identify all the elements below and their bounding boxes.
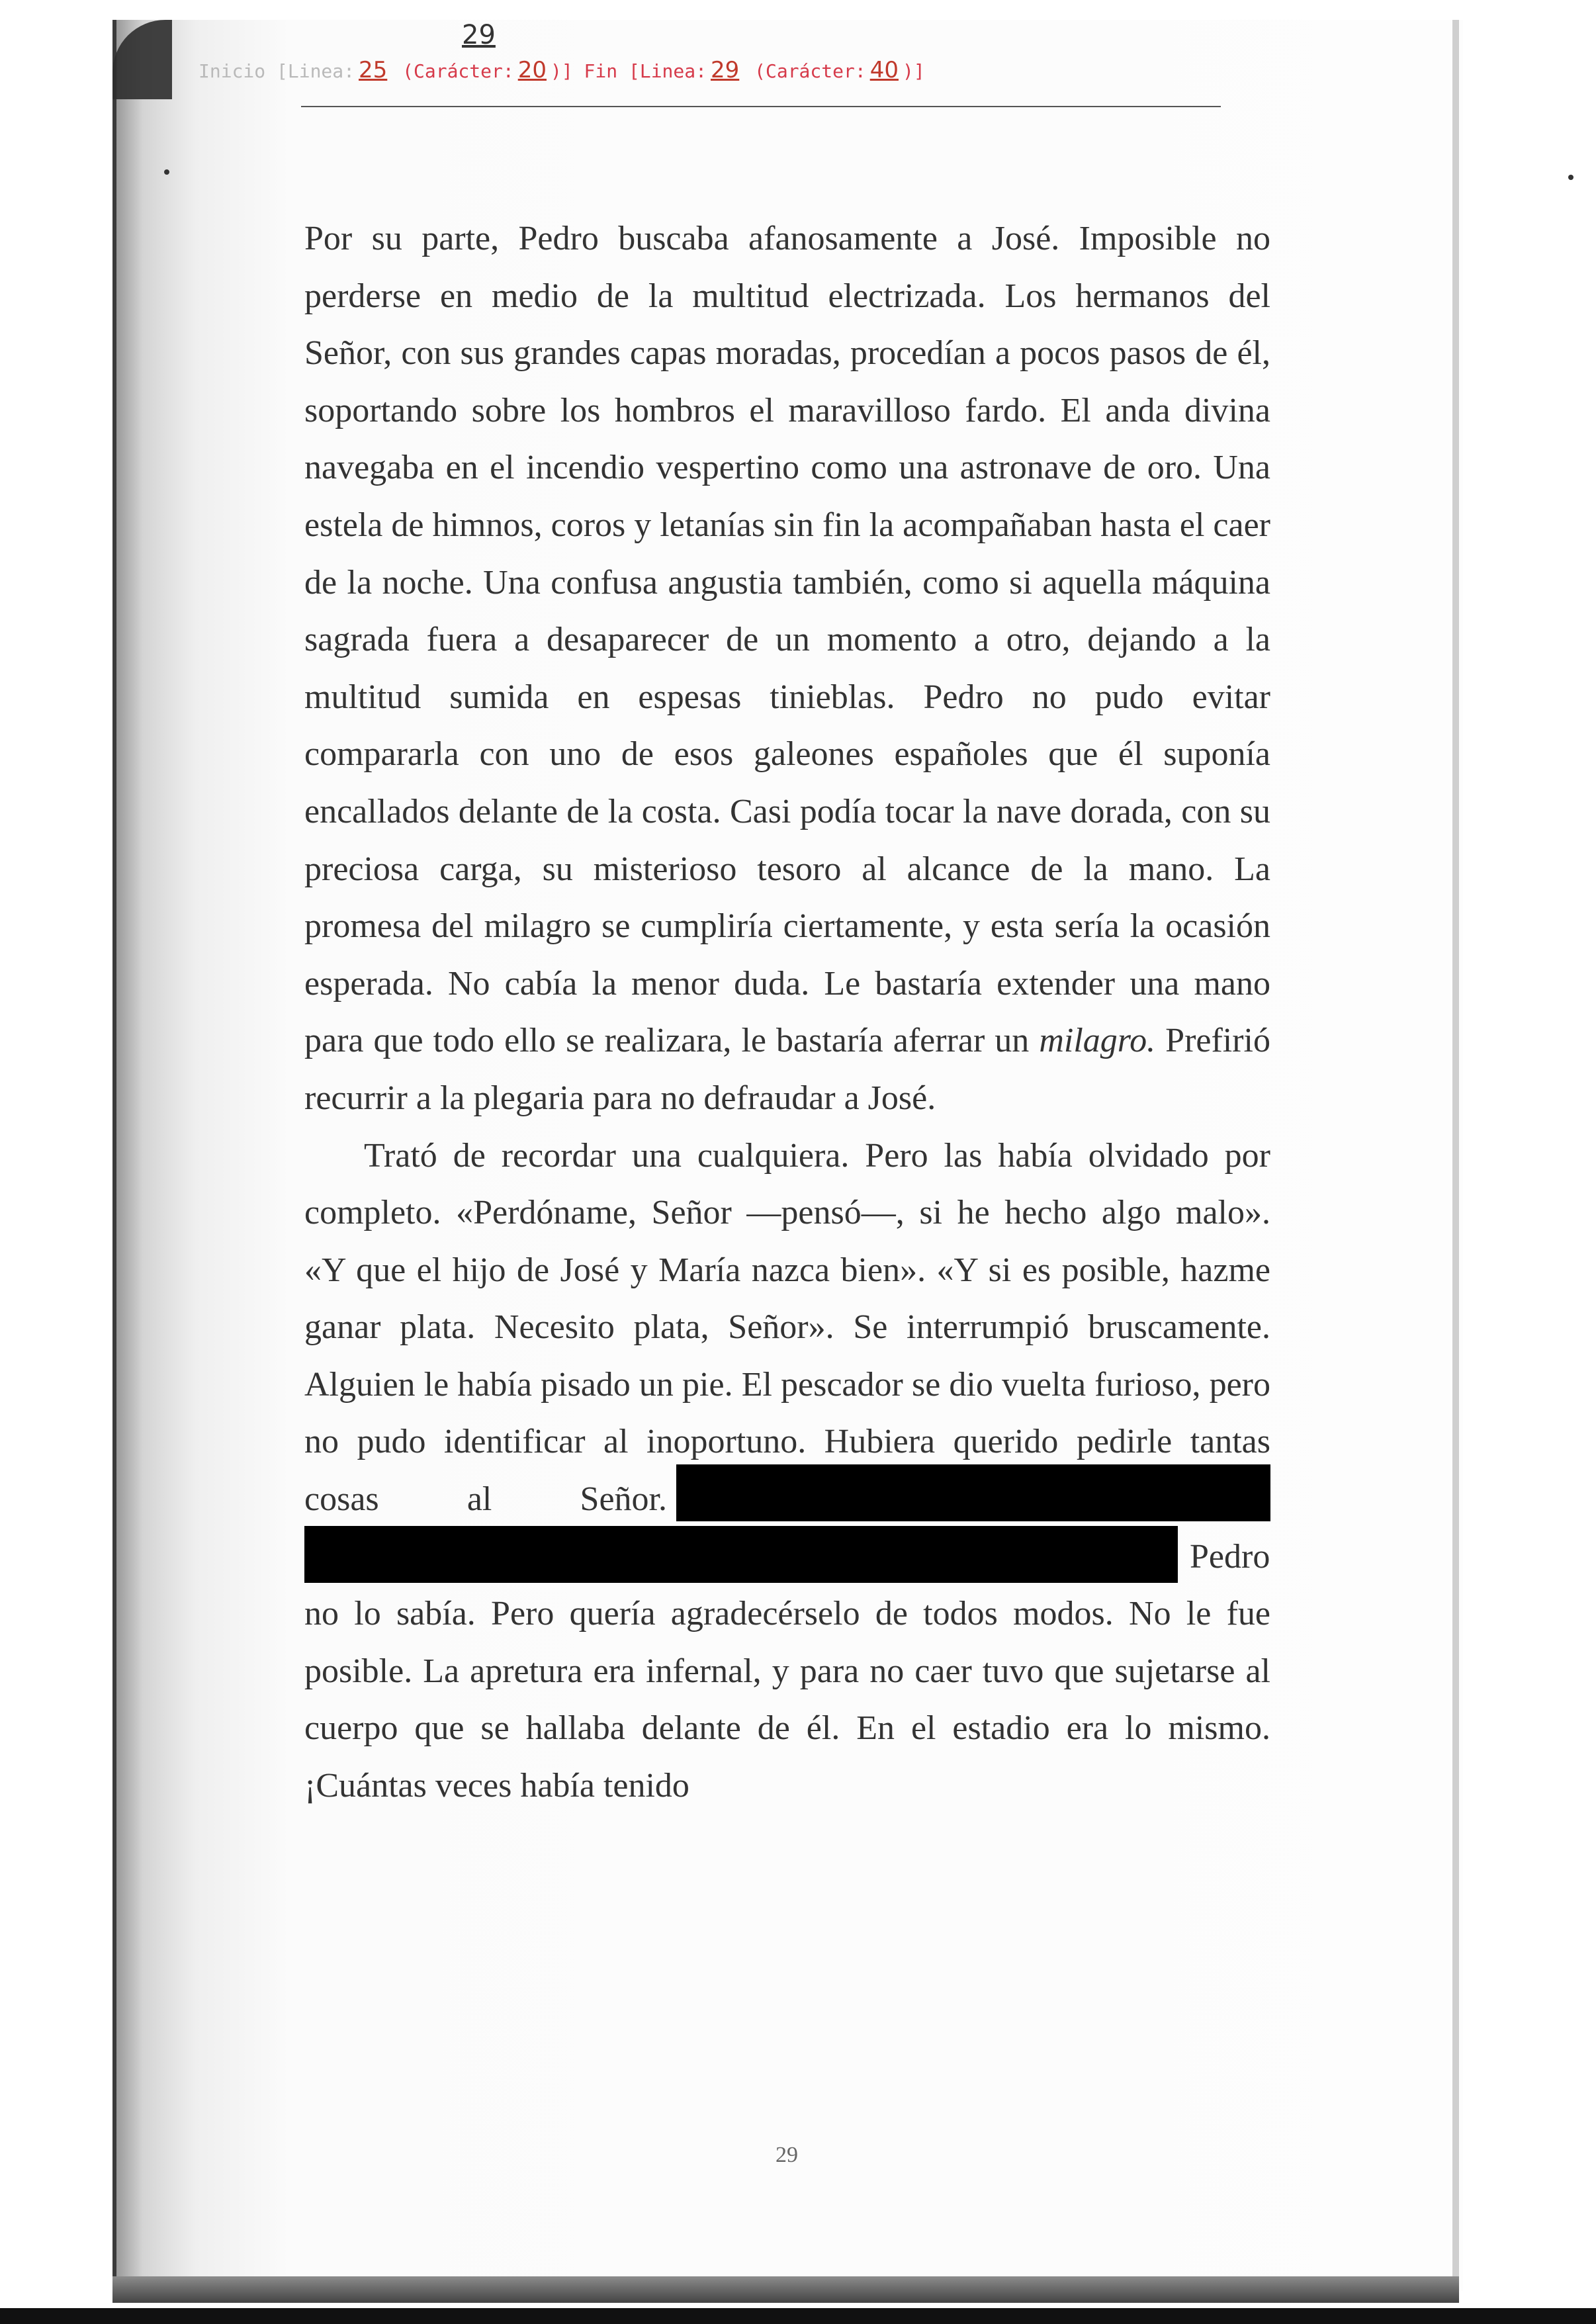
header-label-close: )] xyxy=(902,60,925,82)
start-line-value: 25 xyxy=(359,57,388,83)
paragraph-2-end: Pedro no lo sabía. Pero quería agradecérselo de todos modos. No le fue posible. La apretura era infernal, y para no caer tuvo que sujetarse al cuerpo que se hallaba delante de él. En el estadio era lo mismo. ¡Cuántas veces había tenido xyxy=(304,1537,1270,1805)
scan-speck xyxy=(1568,175,1574,180)
header-label-start: Inicio [Linea: xyxy=(199,60,355,82)
paragraph-2-text: Trató de recordar una cualquiera. Pero las había olvidado por completo. «Perdóname, Señor —pensó—, si he hecho algo malo». «Y que el hijo de José y María nazca bien». «Y si es posible, hazme ganar plata. Necesito plata, Señor». Se interrumpió bruscamente. Alguien le había pisado un pie. El pescador se dio vuelta furioso, pero no pudo identificar al inoportuno. Hubiera querido pedirle tantas cosas al Señor. xyxy=(304,1136,1270,1519)
italic-word: milagro. xyxy=(1039,1022,1156,1060)
header-annotation xyxy=(199,50,1218,90)
end-line-value: 29 xyxy=(711,57,740,83)
scan-speck xyxy=(164,169,169,175)
header-label-char-2: (Carácter: xyxy=(754,60,866,82)
paragraph-1-text: Por su parte, Pedro buscaba afanosamente a José. Imposible no perderse en medio de la multitud electrizada. Los hermanos del Señor, con sus grandes capas moradas, procedían a pocos pasos de él, soportando sobre los hombros el maravilloso fardo. El anda divina navegaba en el incendio vespertino como una astronave de oro. Una estela de himnos, coros y letanías sin fin la acompañaban hasta el caer de la noche. Una confusa angustia también, como si aquella máquina sagrada fuera a desaparecer de un momento a otro, dejando a la multitud sumida en espesas tinieblas. Pedro no pudo evitar compararla con uno de esos galeones españoles que él suponía encallados delante de la costa. Casi podía tocar la nave dorada, con su preciosa carga, su misterioso tesoro al alcance de la mano. La promesa del milagro se cumpliría ciertamente, y esta sería la ocasión esperada. No cabía la menor duda. Le bastaría extender una mano para que todo ello se realizara, le bastaría aferrar un xyxy=(304,220,1270,1060)
redaction-bar xyxy=(304,1526,1178,1583)
end-char-value: 40 xyxy=(869,57,899,83)
header-label-end: )] Fin [Linea: xyxy=(550,60,707,82)
page-folio: 29 xyxy=(776,2143,798,2167)
header-rule xyxy=(301,106,1221,107)
scan-bottom-border xyxy=(0,2308,1596,2324)
page-bottom-shadow xyxy=(112,2276,1459,2303)
paragraph-1 xyxy=(304,210,1270,1128)
body-text xyxy=(304,210,1270,1815)
redaction-bar xyxy=(676,1464,1270,1521)
paragraph-2 xyxy=(304,1128,1270,1815)
paragraph-1-end: Prefirió recurrir a la plegaria para no defraudar a José. xyxy=(304,1022,1270,1117)
start-char-value: 20 xyxy=(517,57,547,83)
header-label-char-1: (Carácter: xyxy=(402,60,514,82)
handwritten-page-number: 29 xyxy=(462,20,496,50)
page-right-edge xyxy=(1452,20,1459,2296)
